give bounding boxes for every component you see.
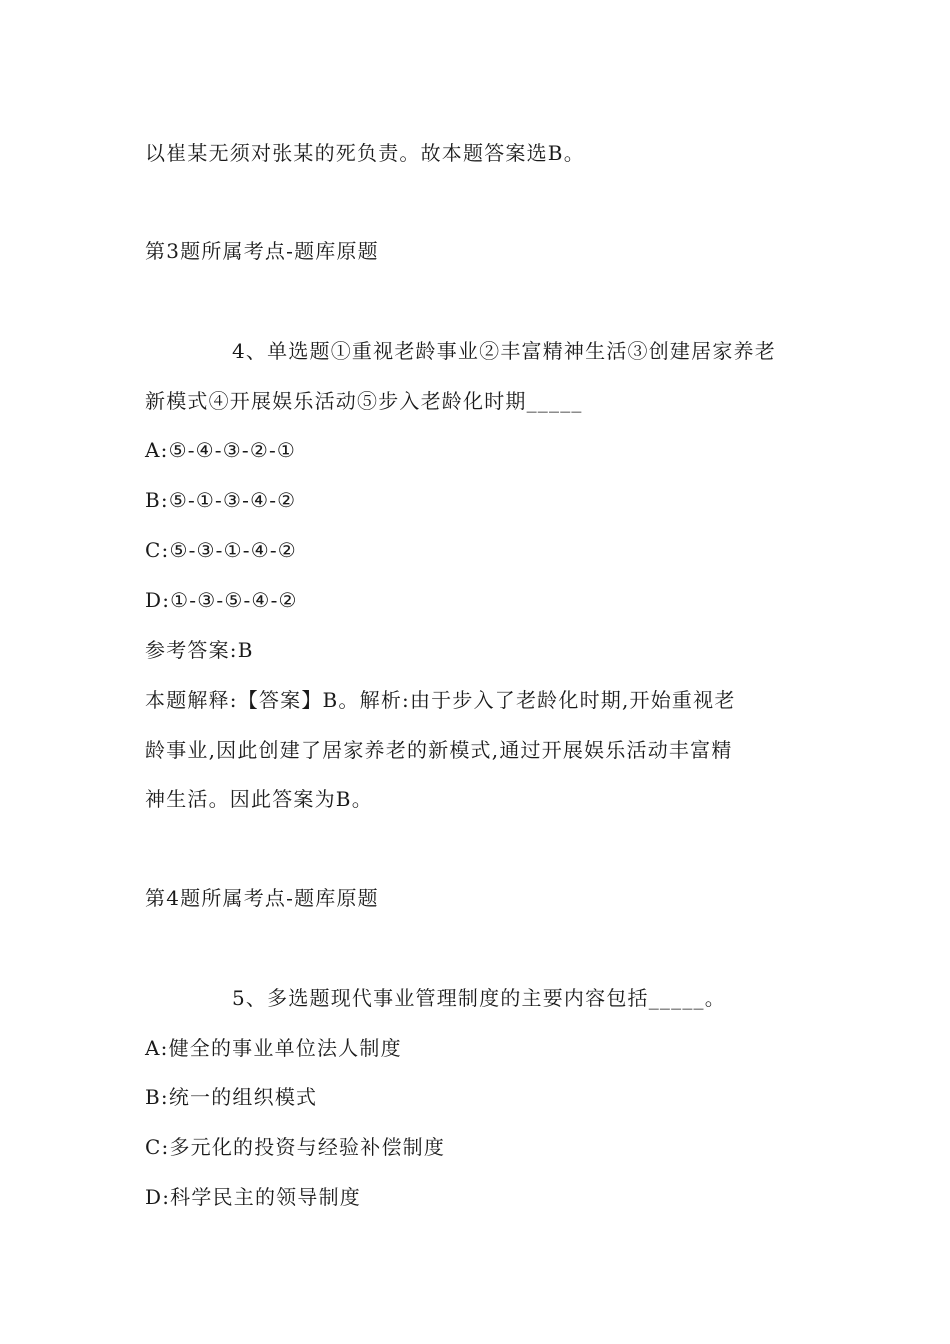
- q4-option-c: C:⑤-③-①-④-②: [145, 538, 297, 562]
- q4-explanation-line2: 龄事业,因此创建了居家养老的新模式,通过开展娱乐活动丰富精: [145, 738, 733, 762]
- q4-stem-line1: 4、单选题①重视老龄事业②丰富精神生活③创建居家养老: [232, 339, 776, 363]
- q4-topic: 第4题所属考点-题库原题: [145, 886, 379, 910]
- q5-stem: 5、多选题现代事业管理制度的主要内容包括_____。: [232, 986, 726, 1010]
- q5-option-c: C:多元化的投资与经验补偿制度: [145, 1135, 446, 1159]
- q3-topic: 第3题所属考点-题库原题: [145, 239, 379, 263]
- q4-answer: 参考答案:B: [145, 638, 254, 662]
- q4-explanation-line3: 神生活。因此答案为B。: [145, 787, 373, 811]
- q5-option-d: D:科学民主的领导制度: [145, 1185, 361, 1209]
- q5-option-a: A:健全的事业单位法人制度: [145, 1036, 402, 1060]
- q4-option-a: A:⑤-④-③-②-①: [145, 438, 297, 462]
- q4-option-d: D:①-③-⑤-④-②: [145, 588, 298, 612]
- q4-explanation-line1: 本题解释:【答案】B。解析:由于步入了老龄化时期,开始重视老: [145, 688, 736, 712]
- prev-explanation-tail: 以崔某无须对张某的死负责。故本题答案选B。: [145, 141, 585, 165]
- q5-option-b: B:统一的组织模式: [145, 1085, 318, 1109]
- q4-option-b: B:⑤-①-③-④-②: [145, 488, 297, 512]
- q4-stem-line2: 新模式④开展娱乐活动⑤步入老龄化时期_____: [145, 389, 583, 413]
